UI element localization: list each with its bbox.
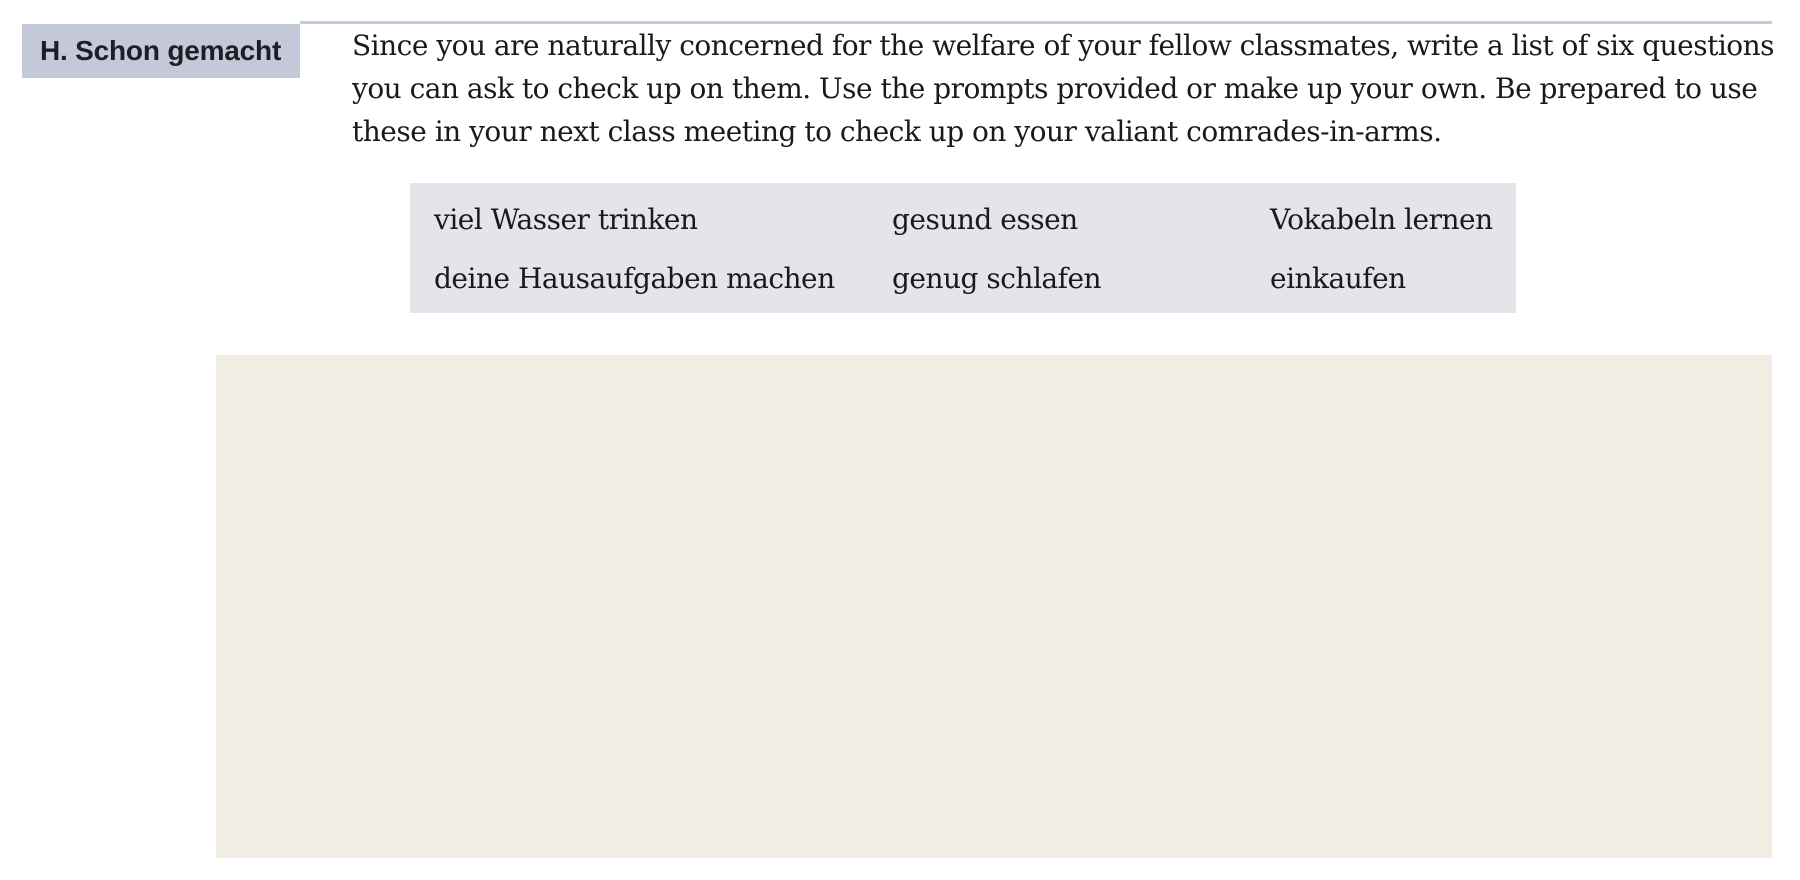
section-label [22,24,300,78]
prompt-item: gesund essen [892,203,1078,236]
prompt-item: viel Wasser trinken [434,203,698,236]
prompt-box [410,183,1516,313]
answer-writing-area[interactable] [216,355,1772,858]
prompt-item: Vokabeln lernen [1270,203,1493,236]
prompt-item: einkaufen [1270,262,1406,295]
prompt-item: deine Hausaufgaben machen [434,262,835,295]
prompt-item: genug schlafen [892,262,1102,295]
instructions-text: Since you are naturally concerned for the welfare of your fellow classmates, write a list of six questions you can ask to check up on them. Use the prompts provided or make up your own. Be prepared to use these in your next class meeting to check up on your valiant comrades-in-arms. [352,29,1775,148]
section-title: H. Schon gemacht [40,35,282,66]
